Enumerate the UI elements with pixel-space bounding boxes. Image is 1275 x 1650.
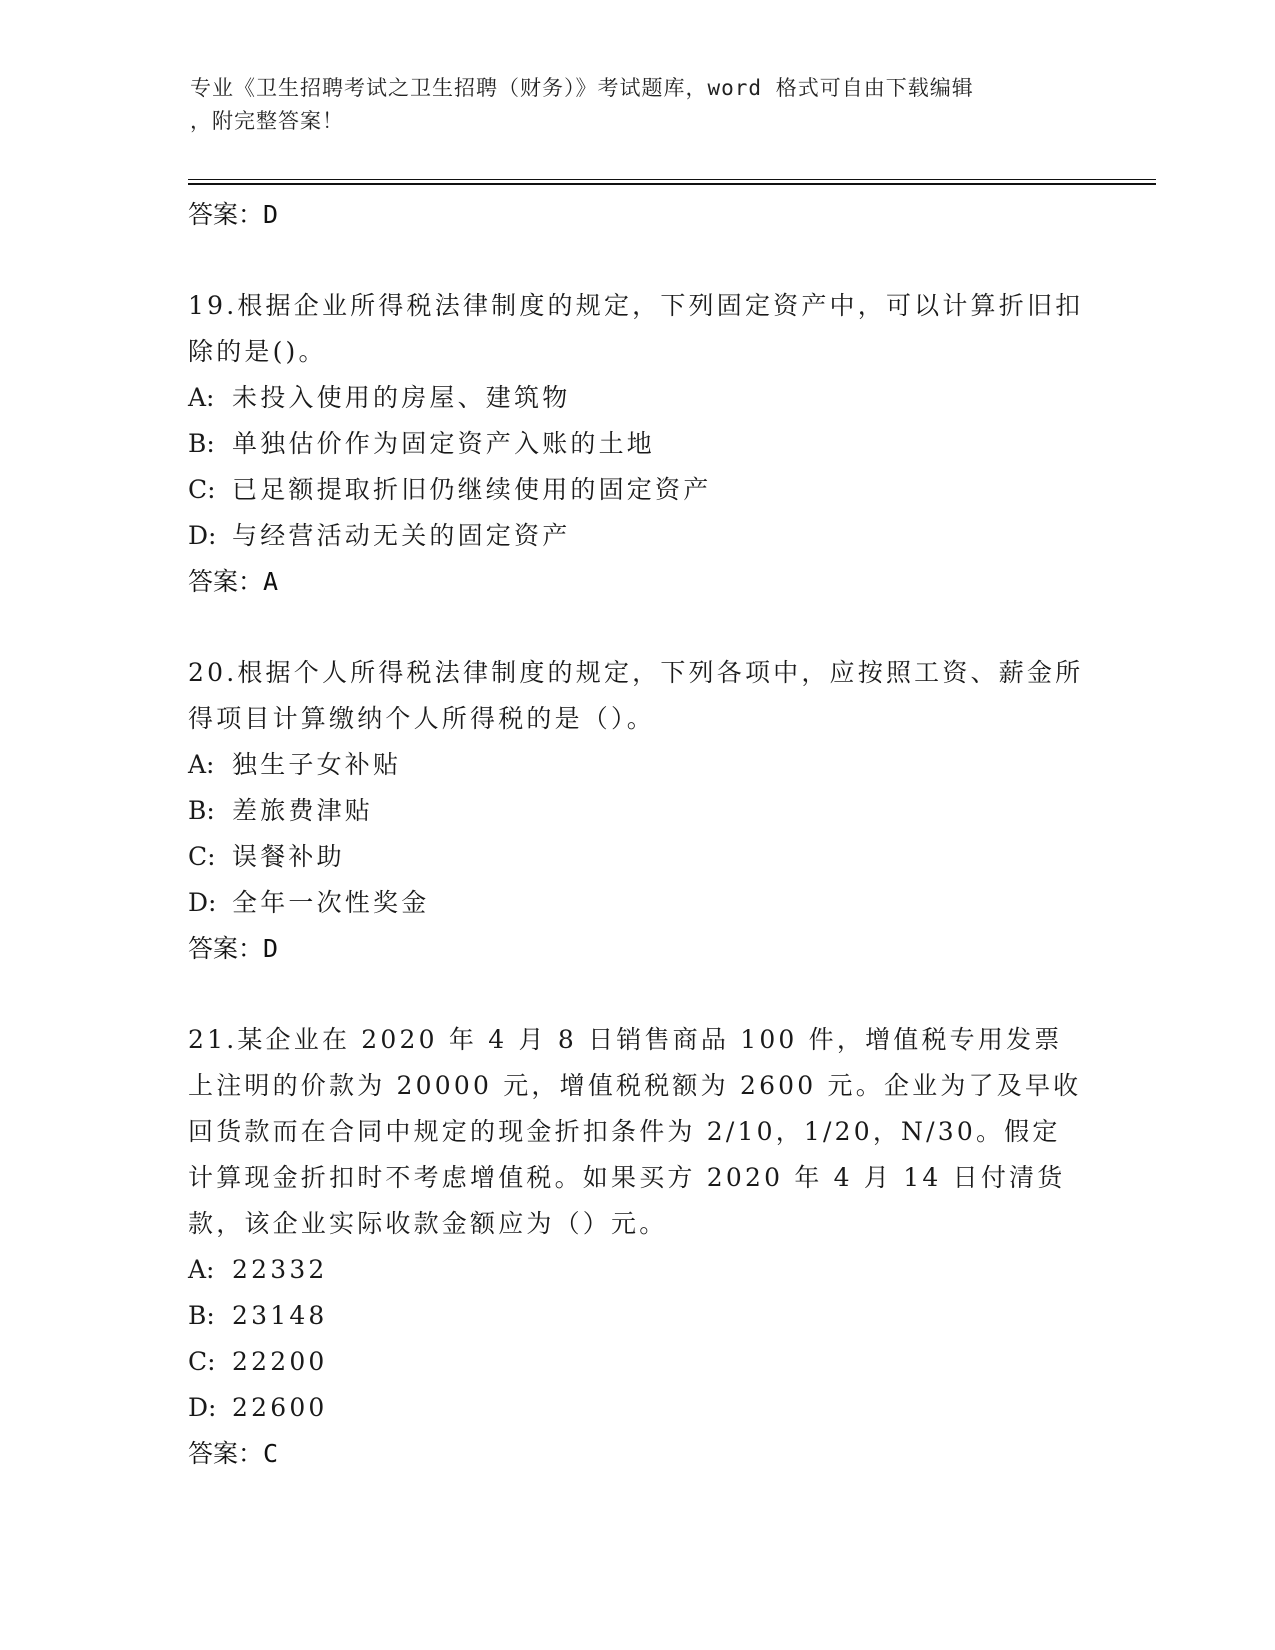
option-text: 22332 — [232, 1255, 328, 1284]
answer-line: 答案：D — [188, 934, 279, 963]
option-letter: B: — [188, 429, 215, 458]
option-c — [188, 467, 1088, 513]
option-letter: A: — [188, 750, 215, 779]
question-stem: 21.某企业在 2020 年 4 月 8 日销售商品 100 件，增值税专用发票上注明的价款为 20000 元，增值税税额为 2600 元。企业为了及早收回货款而在合同中规定的现金折扣条件为 2/10，1/20，N/30。假定计算现金折扣时不考虑增值税。如果买方 2020 年 4 月 14 日付清货款，该企业实际收款金额应为（）元。 — [188, 1025, 1082, 1238]
question-stem: 19.根据企业所得税法律制度的规定，下列固定资产中，可以计算折旧扣除的是()。 — [188, 291, 1084, 366]
option-text: 单独估价作为固定资产入账的土地 — [232, 429, 656, 458]
question-stem: 20.根据个人所得税法律制度的规定，下列各项中，应按照工资、薪金所得项目计算缴纳个人所得税的是（）。 — [188, 658, 1084, 733]
header-line-1: 专业《卫生招聘考试之卫生招聘（财务）》考试题库，word 格式可自由下载编辑 — [190, 76, 974, 100]
option-letter: D: — [188, 888, 217, 917]
option-letter: D: — [188, 521, 217, 550]
option-a — [188, 375, 1088, 421]
option-letter: D: — [188, 1393, 217, 1422]
option-text: 23148 — [232, 1301, 328, 1330]
option-letter: B: — [188, 796, 215, 825]
option-b — [188, 1293, 1088, 1339]
option-text: 独生子女补贴 — [232, 750, 402, 779]
document-header — [190, 72, 1070, 138]
option-letter: C: — [188, 842, 216, 871]
option-c — [188, 1339, 1088, 1385]
previous-answer: 答案：D — [188, 200, 279, 229]
option-c — [188, 834, 1088, 880]
question-21 — [188, 1017, 1088, 1477]
option-d — [188, 1385, 1088, 1431]
option-text: 与经营活动无关的固定资产 — [232, 521, 571, 550]
option-letter: C: — [188, 1347, 216, 1376]
option-d — [188, 880, 1088, 926]
option-letter: C: — [188, 475, 216, 504]
option-text: 22600 — [232, 1393, 328, 1422]
option-text: 22200 — [232, 1347, 328, 1376]
option-a — [188, 1247, 1088, 1293]
option-text: 已足额提取折旧仍继续使用的固定资产 — [232, 475, 712, 504]
question-list — [188, 192, 1088, 1477]
option-letter: A: — [188, 383, 215, 412]
option-letter: A: — [188, 1255, 215, 1284]
question-19 — [188, 283, 1088, 605]
option-text: 误餐补助 — [232, 842, 345, 871]
option-text: 未投入使用的房屋、建筑物 — [232, 383, 571, 412]
option-text: 差旅费津贴 — [232, 796, 374, 825]
header-divider-thin — [188, 179, 1156, 180]
header-divider-thick — [188, 183, 1156, 185]
option-text: 全年一次性奖金 — [232, 888, 430, 917]
option-d — [188, 513, 1088, 559]
option-a — [188, 742, 1088, 788]
answer-line: 答案：A — [188, 567, 279, 596]
header-line-2: ，附完整答案！ — [190, 109, 344, 133]
question-20 — [188, 650, 1088, 972]
option-b — [188, 788, 1088, 834]
option-b — [188, 421, 1088, 467]
option-letter: B: — [188, 1301, 215, 1330]
answer-line: 答案：C — [188, 1439, 279, 1468]
